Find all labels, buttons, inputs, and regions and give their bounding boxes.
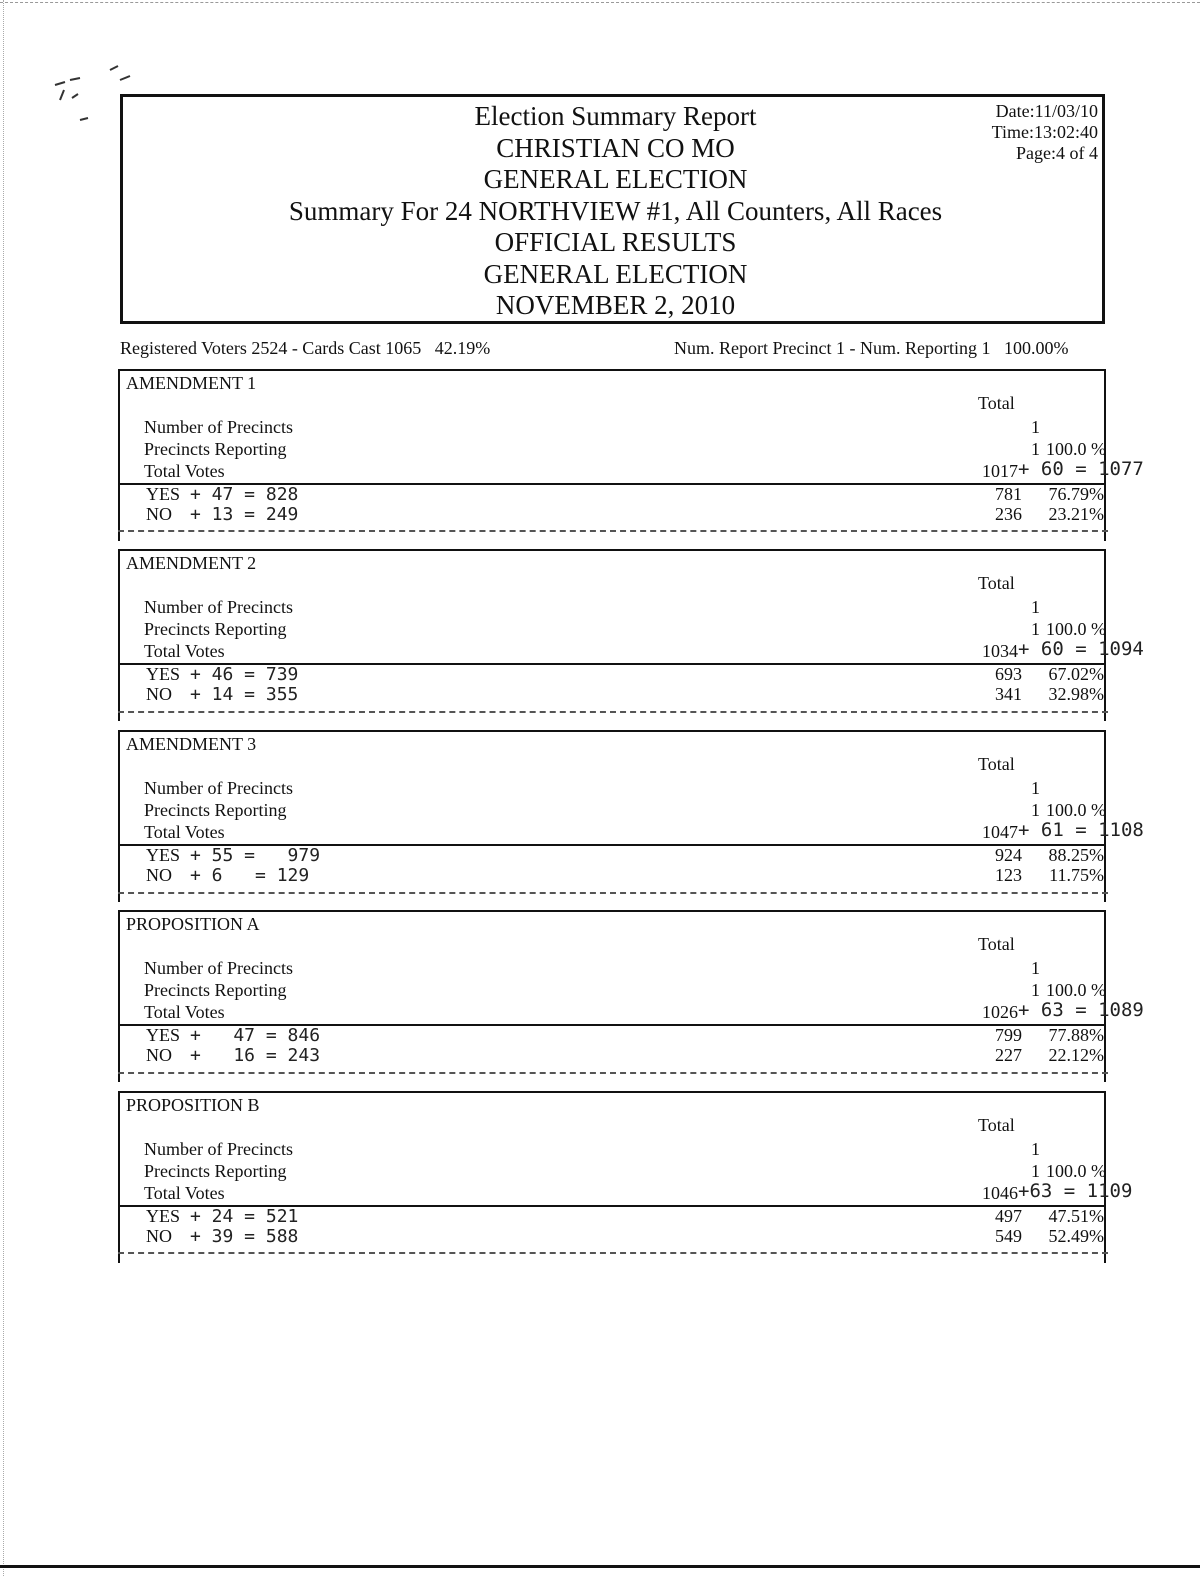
number-of-precincts-value: 1 xyxy=(1031,958,1040,978)
yes-label: YES xyxy=(146,1206,181,1226)
no-label: NO xyxy=(146,865,172,885)
no-row xyxy=(146,1045,320,1066)
no-label: NO xyxy=(146,504,172,524)
race-block xyxy=(118,910,1144,1082)
total-votes-label: Total Votes xyxy=(144,461,225,481)
total-votes-handwritten: + 63 = 1089 xyxy=(1018,999,1144,1021)
total-column-header: Total xyxy=(978,754,1015,774)
precincts-reporting-pct: 100.0 % xyxy=(1046,800,1106,820)
total-votes-handwritten: + 61 = 1108 xyxy=(1018,819,1144,841)
no-label: NO xyxy=(146,1045,172,1065)
yes-votes: 497 xyxy=(995,1206,1022,1226)
total-votes-label: Total Votes xyxy=(144,1002,225,1022)
results-status: OFFICIAL RESULTS xyxy=(494,227,737,257)
total-votes-value: 1047 xyxy=(982,822,1018,842)
no-pct: 22.12% xyxy=(1048,1045,1104,1065)
total-column-header: Total xyxy=(978,573,1015,593)
yes-row xyxy=(146,1025,320,1046)
total-votes-value: 1017 xyxy=(982,461,1018,481)
scan-edge-top xyxy=(0,2,1200,3)
yes-row xyxy=(146,484,298,505)
no-votes: 549 xyxy=(995,1226,1022,1246)
no-votes: 341 xyxy=(995,684,1022,704)
race-block xyxy=(118,1091,1133,1263)
precinct-reporting-summary: Num. Report Precinct 1 - Num. Reporting 1 100.00% xyxy=(674,338,1069,358)
no-pct: 23.21% xyxy=(1048,504,1104,524)
no-pct: 32.98% xyxy=(1048,684,1104,704)
precincts-reporting-value: 1 xyxy=(1031,619,1040,639)
race-name: PROPOSITION B xyxy=(126,1095,260,1115)
yes-label: YES xyxy=(146,664,181,684)
yes-pct: 77.88% xyxy=(1048,1025,1104,1045)
number-of-precincts-value: 1 xyxy=(1031,417,1040,437)
precincts-reporting-value: 1 xyxy=(1031,1161,1040,1181)
precincts-reporting-label: Precincts Reporting xyxy=(144,800,287,820)
no-label: NO xyxy=(146,1226,172,1246)
election-type: GENERAL ELECTION xyxy=(483,258,748,289)
precincts-reporting-pct: 100.0 % xyxy=(1046,1161,1106,1181)
number-of-precincts-value: 1 xyxy=(1031,1139,1040,1159)
election-name: GENERAL ELECTION xyxy=(483,164,748,194)
race-name: AMENDMENT 1 xyxy=(126,373,257,393)
total-votes-handwritten: + 60 = 1094 xyxy=(1018,638,1144,660)
scan-edge-bottom xyxy=(0,1565,1200,1568)
yes-pct: 88.25% xyxy=(1048,845,1104,865)
no-row xyxy=(146,684,298,705)
yes-row xyxy=(146,664,298,685)
no-handwritten: + 14 = 355 xyxy=(190,684,299,705)
precincts-reporting-value: 1 xyxy=(1031,439,1040,459)
precincts-reporting-label: Precincts Reporting xyxy=(144,439,287,459)
yes-row xyxy=(146,1206,298,1227)
yes-label: YES xyxy=(146,845,181,865)
total-column-header: Total xyxy=(978,934,1015,954)
no-votes: 227 xyxy=(995,1045,1022,1065)
number-of-precincts-value: 1 xyxy=(1031,778,1040,798)
county-name: CHRISTIAN CO MO xyxy=(496,132,735,163)
precincts-reporting-value: 1 xyxy=(1031,980,1040,1000)
total-column-header: Total xyxy=(978,393,1015,413)
yes-pct: 76.79% xyxy=(1048,484,1104,504)
number-of-precincts-label: Number of Precincts xyxy=(144,778,293,798)
yes-votes: 781 xyxy=(995,484,1022,504)
yes-handwritten: + 46 = 739 xyxy=(190,664,299,685)
no-row xyxy=(146,504,298,525)
summary-scope: Summary For 24 NORTHVIEW #1, All Counters, All Races xyxy=(288,195,943,226)
yes-votes: 799 xyxy=(995,1025,1022,1045)
no-votes: 123 xyxy=(995,865,1022,885)
precincts-reporting-pct: 100.0 % xyxy=(1046,439,1106,459)
election-date: NOVEMBER 2, 2010 xyxy=(495,290,736,320)
race-bottom-edge xyxy=(118,1252,1108,1254)
no-row xyxy=(146,865,309,886)
yes-label: YES xyxy=(146,484,181,504)
race-name: PROPOSITION A xyxy=(126,914,260,934)
yes-pct: 67.02% xyxy=(1048,664,1104,684)
report-title: Election Summary Report xyxy=(474,101,757,131)
total-votes-value: 1026 xyxy=(982,1002,1018,1022)
race-block xyxy=(118,369,1144,541)
yes-handwritten: + 24 = 521 xyxy=(190,1206,299,1227)
race-block xyxy=(118,730,1144,902)
no-handwritten: + 6 = 129 xyxy=(190,865,310,886)
report-time: Time:13:02:40 xyxy=(991,122,1098,142)
yes-votes: 924 xyxy=(995,845,1022,865)
precincts-reporting-pct: 100.0 % xyxy=(1046,980,1106,1000)
number-of-precincts-label: Number of Precincts xyxy=(144,597,293,617)
no-handwritten: + 16 = 243 xyxy=(190,1045,321,1066)
no-pct: 52.49% xyxy=(1048,1226,1104,1246)
number-of-precincts-label: Number of Precincts xyxy=(144,958,293,978)
number-of-precincts-value: 1 xyxy=(1031,597,1040,617)
race-bottom-edge xyxy=(118,1072,1108,1074)
yes-row xyxy=(146,845,320,866)
race-name: AMENDMENT 3 xyxy=(126,734,257,754)
total-votes-label: Total Votes xyxy=(144,641,225,661)
report-title-block xyxy=(123,101,1108,322)
yes-pct: 47.51% xyxy=(1048,1206,1104,1226)
report-meta xyxy=(992,101,1098,164)
report-header xyxy=(120,94,1105,324)
race-bottom-edge xyxy=(118,711,1108,713)
report-date: Date:11/03/10 xyxy=(995,101,1098,121)
total-votes-value: 1034 xyxy=(982,641,1018,661)
precincts-reporting-label: Precincts Reporting xyxy=(144,619,287,639)
yes-handwritten: + 47 = 828 xyxy=(190,484,299,505)
precincts-reporting-label: Precincts Reporting xyxy=(144,980,287,1000)
race-bottom-edge xyxy=(118,530,1108,532)
total-column-header: Total xyxy=(978,1115,1015,1135)
total-votes-label: Total Votes xyxy=(144,822,225,842)
total-votes-handwritten: +63 = 1109 xyxy=(1018,1180,1133,1202)
total-votes-label: Total Votes xyxy=(144,1183,225,1203)
no-handwritten: + 13 = 249 xyxy=(190,504,299,525)
no-handwritten: + 39 = 588 xyxy=(190,1226,299,1247)
race-name: AMENDMENT 2 xyxy=(126,553,257,573)
report-page: Page:4 of 4 xyxy=(1016,143,1098,163)
number-of-precincts-label: Number of Precincts xyxy=(144,417,293,437)
total-votes-handwritten: + 60 = 1077 xyxy=(1018,458,1144,480)
scan-edge-left xyxy=(3,0,4,1576)
registered-voters-summary: Registered Voters 2524 - Cards Cast 1065 42.19% xyxy=(120,338,491,358)
race-bottom-edge xyxy=(118,892,1108,894)
race-block xyxy=(118,549,1144,721)
precincts-reporting-value: 1 xyxy=(1031,800,1040,820)
number-of-precincts-label: Number of Precincts xyxy=(144,1139,293,1159)
no-pct: 11.75% xyxy=(1049,865,1104,885)
yes-handwritten: + 55 = 979 xyxy=(190,845,321,866)
no-votes: 236 xyxy=(995,504,1022,524)
no-row xyxy=(146,1226,298,1247)
yes-handwritten: + 47 = 846 xyxy=(190,1025,321,1046)
yes-label: YES xyxy=(146,1025,181,1045)
total-votes-value: 1046 xyxy=(982,1183,1018,1203)
no-label: NO xyxy=(146,684,172,704)
yes-votes: 693 xyxy=(995,664,1022,684)
precincts-reporting-label: Precincts Reporting xyxy=(144,1161,287,1181)
precincts-reporting-pct: 100.0 % xyxy=(1046,619,1106,639)
